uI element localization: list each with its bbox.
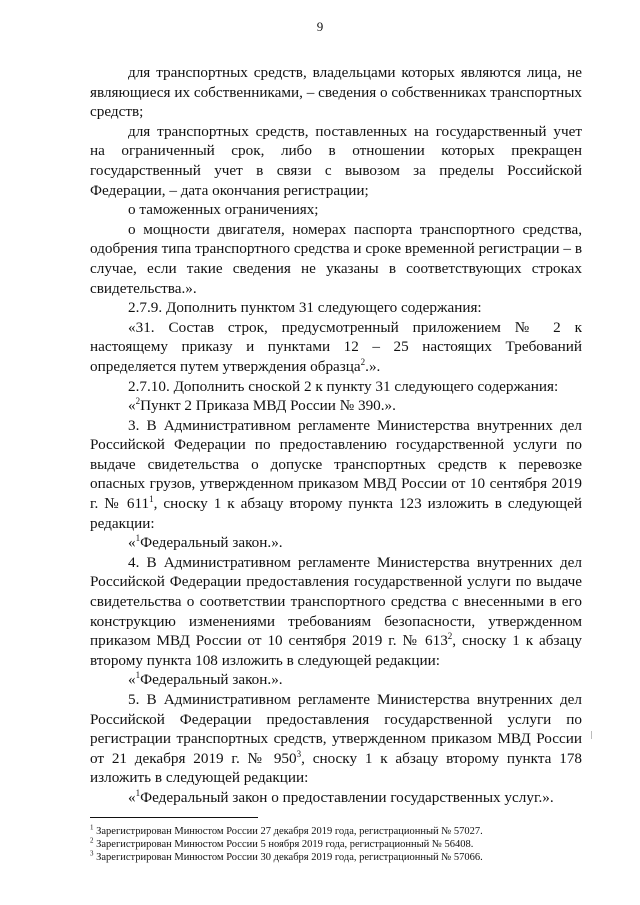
footnote-text: Зарегистрирован Минюстом России 30 декабря 2019 года, регистрационный № 57066.: [96, 852, 483, 863]
paragraph-text: Федеральный закон.».: [140, 534, 283, 552]
opening-quote: «: [128, 671, 136, 689]
paragraph: для транспортных средств, владельцами которых являются лица, не являющиеся их собственниками, – сведения о собственниках транспортных средств;: [90, 64, 582, 121]
footnote-marker: 3: [90, 849, 94, 858]
paragraph: [90, 318, 582, 377]
paragraph: [90, 553, 582, 671]
opening-quote: «: [128, 397, 136, 415]
opening-quote: «: [128, 788, 136, 806]
paragraph: [90, 788, 582, 808]
margin-mark: [591, 731, 592, 739]
footnote-ref: 1: [149, 494, 154, 504]
paragraph: [90, 416, 582, 534]
paragraph: 2.7.10. Дополнить сноской 2 к пункту 31 следующего содержания:: [128, 377, 559, 395]
paragraph: 2.7.9. Дополнить пунктом 31 следующего содержания:: [128, 299, 482, 317]
footnote-ref: 2: [135, 396, 141, 407]
footnote-ref: 1: [135, 533, 141, 544]
footnote-ref: 1: [135, 787, 141, 798]
paragraph-text: Пункт 2 Приказа МВД России № 390.».: [140, 397, 396, 415]
opening-quote: «: [128, 534, 136, 552]
footnote: [90, 838, 582, 851]
paragraph-text: 3. В Административном регламенте Министерства внутренних дел Российской Федерации по предоставлению государственной услуги по выдаче свидетельства о допуске транспортных средств к перевозке опасных грузов, утвержденном приказом МВД России от 10 сентября 2019 г. № 611: [90, 416, 582, 513]
paragraph-text: 5. В Административном регламенте Министерства внутренних дел Российской Федерации предоставления государственной услуги по регистрации транспортных средств, утвержденном приказом МВД России от 21 декабря 2019 г. № 950: [90, 691, 582, 767]
paragraph: [90, 396, 582, 416]
paragraph: о таможенных ограничениях;: [128, 201, 319, 219]
paragraph: о мощности двигателя, номерах паспорта транспортного средства, одобрения типа транспортного средства и сроке временной регистрации – в случае, если такие сведения не указаны в соответствующих строках свидетельства.».: [90, 220, 582, 297]
footnote-ref: 2: [447, 631, 453, 642]
footnote: [90, 851, 582, 864]
footnote-text: Зарегистрирован Минюстом России 5 ноября 2019 года, регистрационный № 56408.: [96, 839, 474, 850]
footnote-separator: [90, 817, 258, 818]
footnote-ref: 3: [296, 748, 302, 759]
page-number: 9: [316, 19, 324, 34]
paragraph-text: , сноску 1 к абзацу второму пункта 108 изложить в следующей редакции:: [90, 632, 582, 669]
footnote-text: Зарегистрирован Минюстом России 27 декабря 2019 года, регистрационный № 57027.: [96, 826, 483, 837]
paragraph: [90, 670, 582, 690]
closing-quote: .».: [365, 357, 381, 375]
paragraph-text: «31. Состав строк, предусмотренный приложением № 2 к настоящему приказу и пунктами 12 – 25 настоящих Требований определяется путем утверждения образца: [90, 318, 582, 375]
paragraph-text: Федеральный закон о предоставлении государственных услуг.».: [140, 788, 554, 806]
paragraph-text: , сноску 1 к абзацу второму пункта 178 изложить в следующей редакции:: [90, 749, 583, 787]
paragraph: для транспортных средств, поставленных на государственный учет на ограниченный срок, либо в отношении которых прекращен государственный учет в связи с вывозом за пределы Российской Федерации, – дата окончания регистрации;: [90, 122, 582, 199]
footnote-ref: 1: [135, 670, 141, 681]
footnote-marker: 1: [90, 823, 94, 832]
paragraph-text: , сноску 1 к абзацу второму пункта 123 изложить в следующей редакции:: [90, 495, 582, 532]
footnote: [90, 825, 582, 838]
footnote-ref: 2: [360, 356, 366, 367]
footnotes: [90, 825, 582, 864]
paragraph: [90, 533, 582, 553]
paragraph-text: 4. В Административном регламенте Министерства внутренних дел Российской Федерации предоставления государственной услуги по выдаче свидетельства о соответствии транспортного средства с внесенными в его конструкцию изменениями требованиям безопасности, утвержденном приказом МВД России от 10 сентября 2019 г. № 613: [90, 553, 582, 650]
footnote-marker: 2: [90, 836, 94, 845]
paragraph-text: Федеральный закон.».: [140, 671, 283, 689]
paragraph: [90, 690, 582, 788]
document-body: [90, 63, 582, 808]
